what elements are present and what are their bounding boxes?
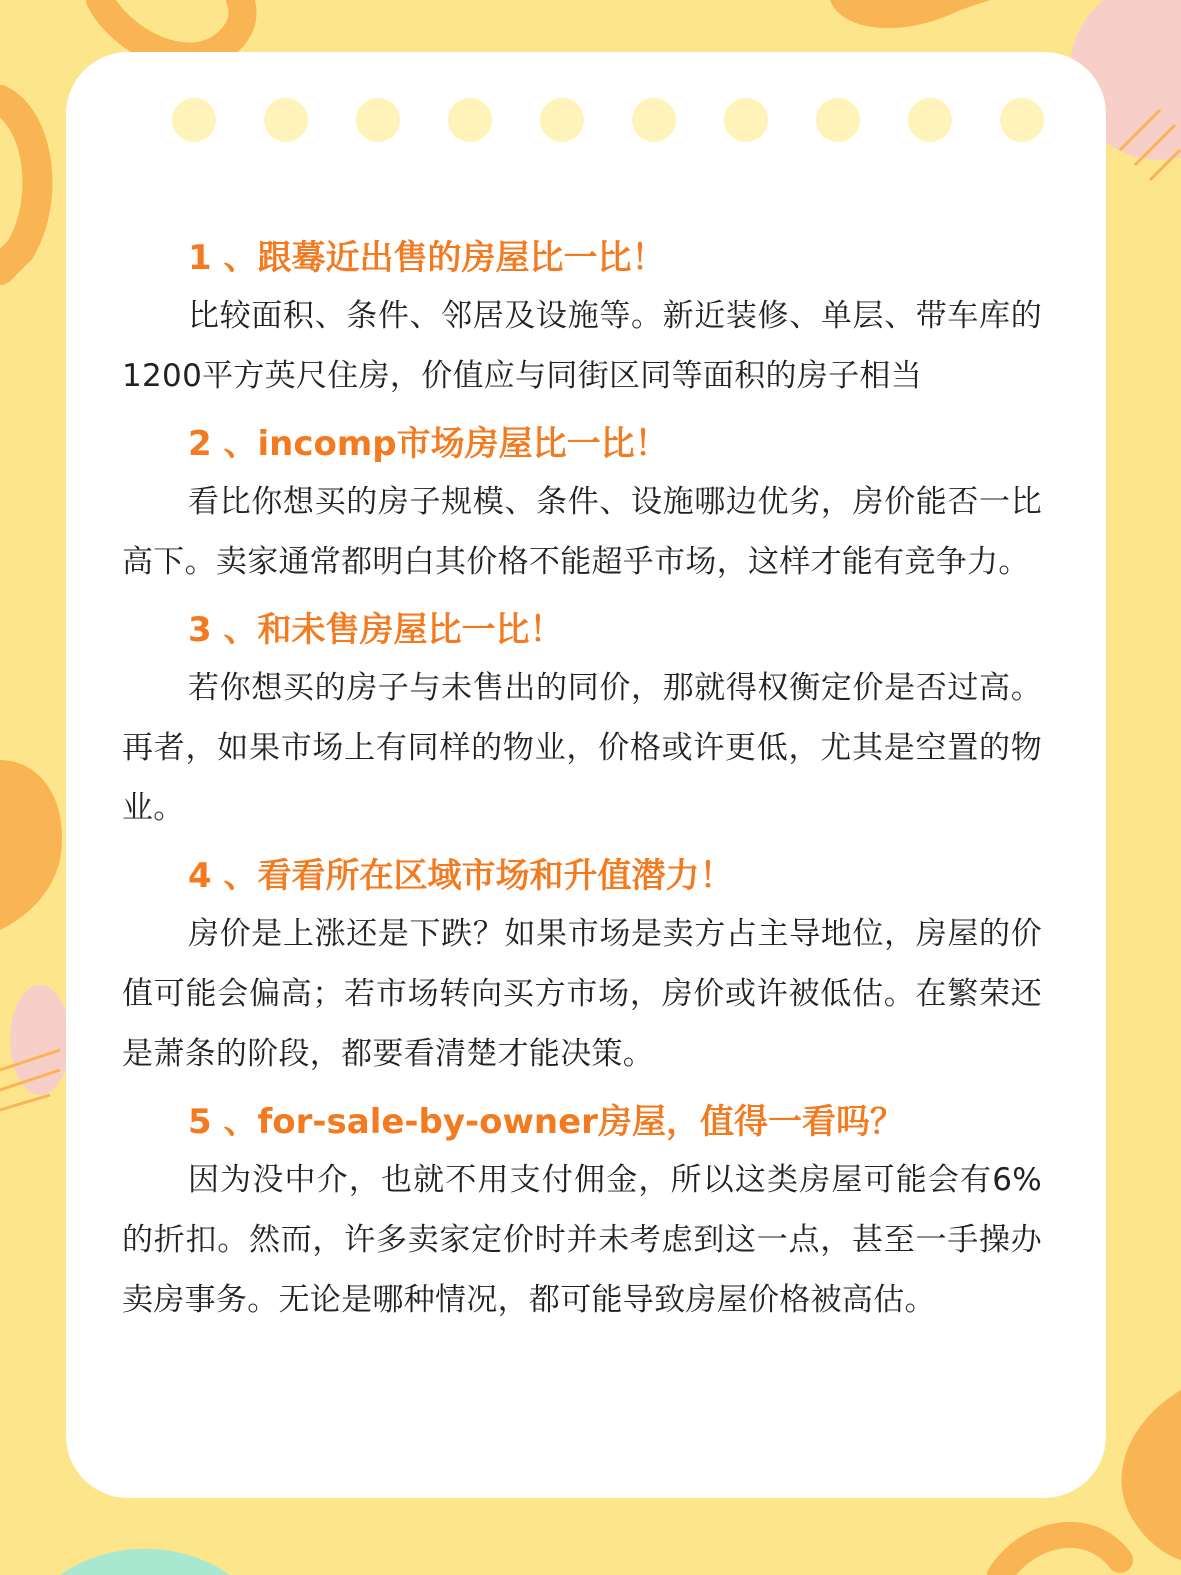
decorative-dot (724, 98, 768, 142)
section-heading-2: 2 、incomp市场房屋比一比！ (188, 424, 669, 464)
content-card (66, 52, 1106, 1498)
decorative-dot (540, 98, 584, 142)
decorative-dot (172, 98, 216, 142)
decorative-dot (632, 98, 676, 142)
section-paragraph-1: 比较面积、条件、邻居及设施等。新近装修、单层、带车库的1200平方英尺住房，价值应与同街区同等面积的房子相当 (122, 298, 1042, 394)
decorative-dot (264, 98, 308, 142)
decorative-dot (908, 98, 952, 142)
section-paragraph-4: 房价是上涨还是下跌？如果市场是卖方占主导地位，房屋的价值可能会偏高；若市场转向买方市场，房价或许被低估。在繁荣还是萧条的阶段，都要看清楚才能决策。 (122, 916, 1042, 1072)
section-heading-4: 4 、看看所在区域市场和升值潜力！ (188, 856, 734, 896)
section-paragraph-5: 因为没中介，也就不用支付佣金，所以这类房屋可能会有6%的折扣。然而，许多卖家定价时并未考虑到这一点，甚至一手操办卖房事务。无论是哪种情况，都可能导致房屋价格被高估。 (122, 1162, 1042, 1318)
section-paragraph-2: 看比你想买的房子规模、条件、设施哪边优劣，房价能否一比高下。卖家通常都明白其价格不能超乎市场，这样才能有竞争力。 (122, 484, 1042, 580)
decorative-dot (448, 98, 492, 142)
section-heading-1: 1 、跟蓦近出售的房屋比一比！ (188, 238, 666, 278)
section-paragraph-3: 若你想买的房子与未售出的同价，那就得权衡定价是否过高。再者，如果市场上有同样的物业，价格或许更低，尤其是空置的物业。 (122, 670, 1042, 826)
decorative-dot (816, 98, 860, 142)
section-heading-3: 3 、和未售房屋比一比！ (188, 610, 564, 650)
article-body (122, 230, 1042, 1340)
section-heading-5: 5 、for-sale-by-owner房屋，值得一看吗？ (188, 1102, 904, 1142)
decorative-dots (172, 98, 1044, 142)
decorative-dot (356, 98, 400, 142)
decorative-dot (1000, 98, 1044, 142)
